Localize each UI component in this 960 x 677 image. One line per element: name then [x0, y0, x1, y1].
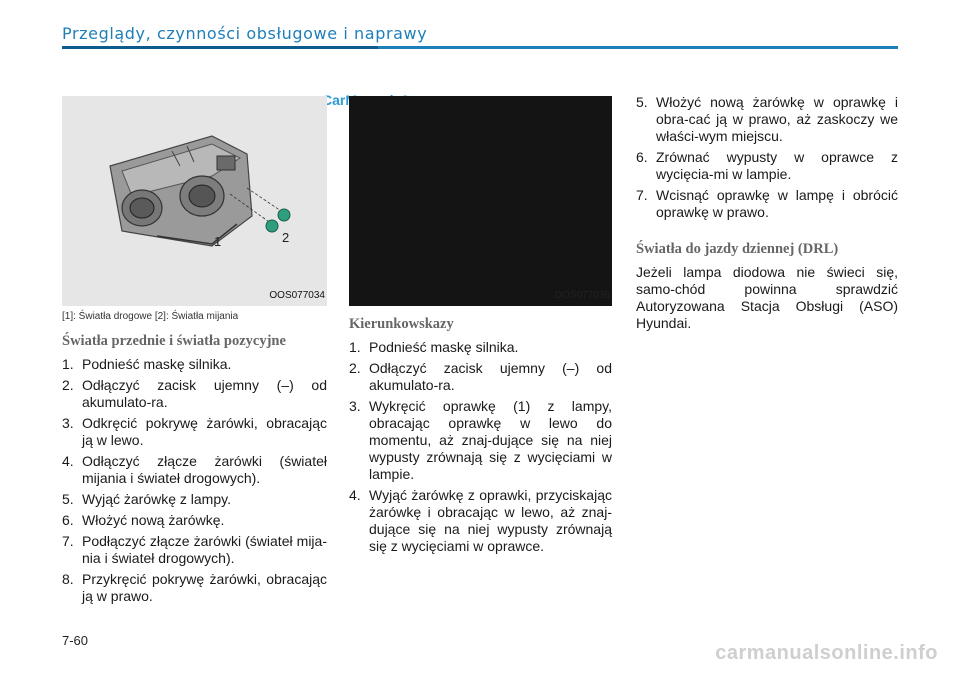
section-heading-headlights: Światła przednie i światła pozycyjne — [62, 333, 286, 349]
callout-2-label: 2 — [282, 230, 290, 245]
headlamp-assembly — [110, 136, 252, 246]
indicators-steps-continued — [636, 94, 898, 221]
headlamp-figure — [62, 96, 327, 306]
column-1 — [62, 96, 327, 609]
list-item: 1. Podnieść maskę silnika. — [62, 356, 232, 372]
list-item: 6. Zrównać wypusty w oprawce z wycięcia-mi w lampie. — [636, 149, 898, 182]
watermark-bottom[interactable]: carmanualsonline.info — [715, 642, 938, 664]
list-item: 7. Wcisnąć oprawkę w lampę i obrócić oprawkę w prawo. — [636, 187, 898, 220]
callout-1-label: 1 — [214, 234, 222, 249]
list-item: 4. Odłączyć złącze żarówki (świateł mijania i świateł drogowych). — [62, 453, 327, 486]
list-item: 4. Wyjąć żarówkę z oprawki, przyciskając żarówkę i obracając w lewo, aż znaj-dujące się na niej wypusty zrównają się z wycięciami w oprawce. — [349, 487, 612, 554]
section-heading-indicators: Kierunkowskazy — [349, 316, 454, 332]
indicators-steps — [349, 339, 612, 555]
page-number: 7-60 — [62, 633, 89, 648]
list-item: 8. Przykręcić pokrywę żarówki, obracając ją w prawo. — [62, 571, 327, 604]
list-item: 2. Odłączyć zacisk ujemny (–) od akumulato-ra. — [349, 360, 612, 393]
list-item: 7. Podłączyć złącze żarówki (świateł mija-nia i świateł drogowych). — [62, 533, 327, 566]
figure-caption: [1]: Światła drogowe [2]: Światła mijania — [62, 311, 239, 322]
list-item: 2. Odłączyć zacisk ujemny (–) od akumulato-ra. — [62, 377, 327, 410]
bulb-cap-2 — [278, 209, 290, 221]
drl-paragraph: Jeżeli lampa diodowa nie świeci się, samo-chód powinna sprawdzić Autoryzowana Stacja Obsługi (ASO) Hyundai. — [636, 264, 898, 331]
section-heading-drl: Światła do jazdy dziennej (DRL) — [636, 241, 839, 257]
figure-code-left: OOS077034 — [269, 290, 325, 301]
header-rule-accent — [62, 46, 378, 49]
column-2 — [349, 96, 612, 559]
list-item: 3. Odkręcić pokrywę żarówki, obracając ją w lewo. — [62, 415, 327, 448]
list-item: 1. Podnieść maskę silnika. — [349, 339, 519, 355]
indicator-figure — [349, 96, 612, 306]
figure-code-right: OOS077038 — [554, 290, 610, 301]
headlamp-illustration — [62, 96, 327, 306]
headlights-steps — [62, 356, 327, 605]
list-item: 5. Włożyć nową żarówkę w oprawkę i obra-cać ją w prawo, aż zaskoczy we właści-wym miejscu. — [636, 94, 898, 144]
list-item: 5. Wyjąć żarówkę z lampy. — [62, 491, 231, 507]
bulb-cap-1 — [266, 220, 278, 232]
list-item: 6. Włożyć nową żarówkę. — [62, 512, 225, 528]
column-3 — [636, 94, 898, 332]
list-item: 3. Wykręcić oprawkę (1) z lampy, obracając oprawkę w lewo do momentu, aż znaj-dujące się na niej wypusty zrównają się z wycięciami w lampie. — [349, 398, 612, 482]
page-header-title: Przeglądy, czynności obsługowe i naprawy — [62, 24, 428, 43]
